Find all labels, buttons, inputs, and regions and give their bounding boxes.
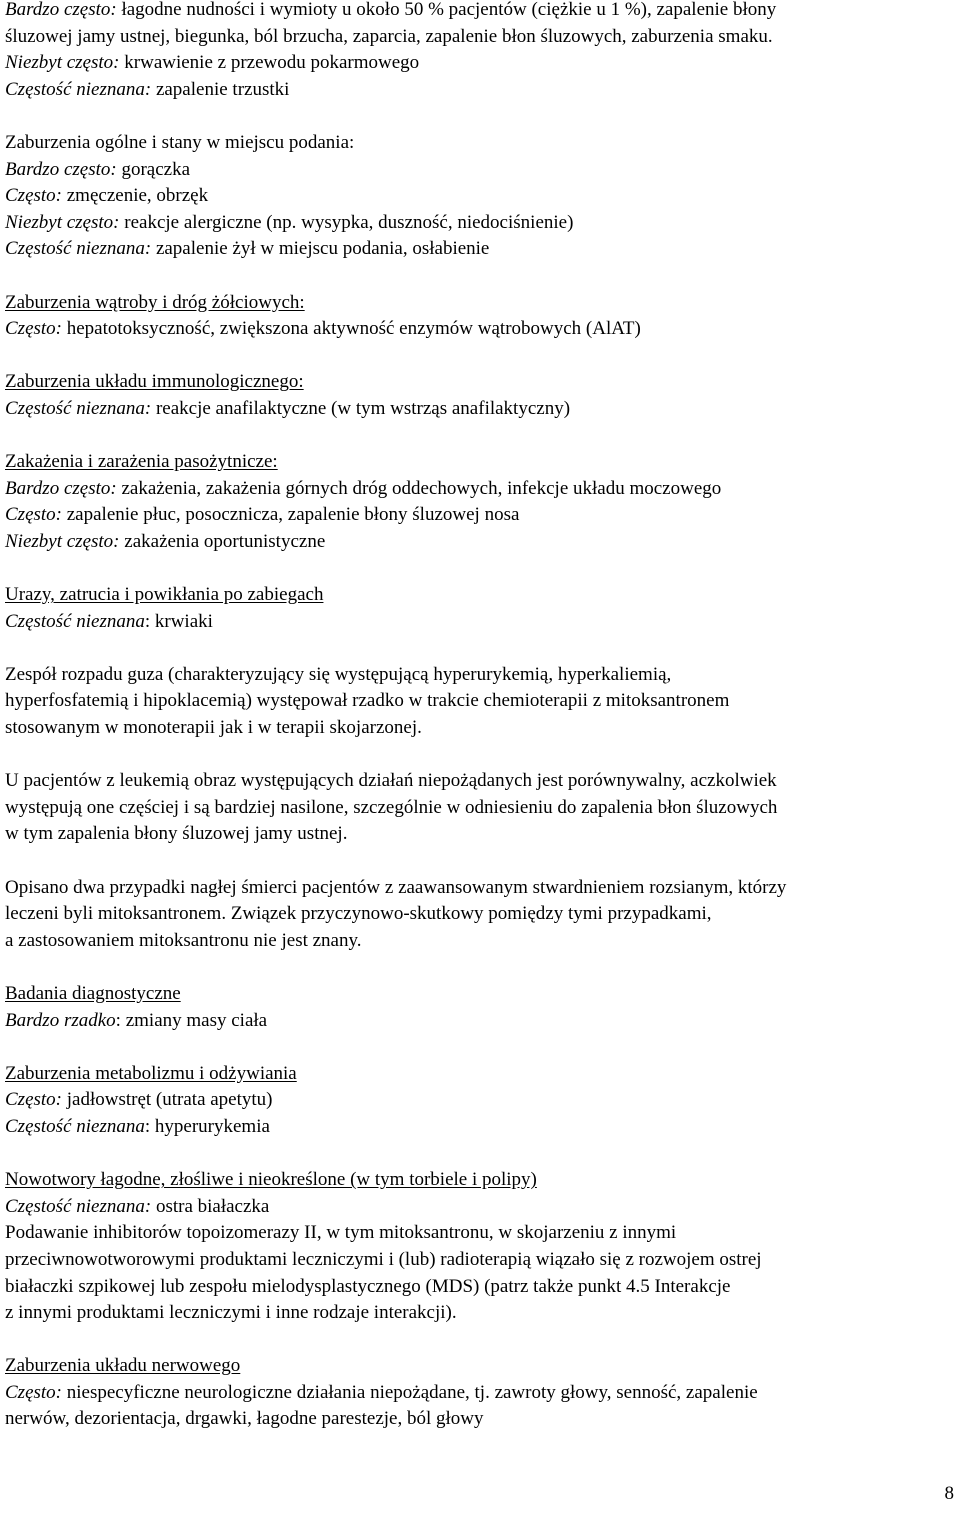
effect-text: nerwów, dezorientacja, drgawki, łagodne parestezje, ból głowy [5, 1408, 484, 1430]
effect-text: zmęczenie, obrzęk [62, 185, 209, 207]
text-line [5, 502, 955, 529]
frequency-label: Częstość nieznana: [5, 78, 152, 100]
paragraph-line: hyperfosfatemią i hipoklacemią) występował rzadko w trakcie chemioterapii z mitoksantronem [5, 690, 730, 712]
effect-text: reakcje anafilaktyczne (w tym wstrząs anafilaktyczny) [151, 397, 571, 419]
text-line [5, 24, 955, 51]
text-line [5, 50, 955, 77]
text-line [5, 396, 955, 423]
effect-text: zakażenia oportunistyczne [119, 530, 326, 552]
paragraph-line: w tym zapalenia błony śluzowej jamy ustnej. [5, 823, 348, 845]
frequency-label: Często: [5, 185, 62, 207]
paragraph-line: z innymi produktami leczniczymi i inne rodzaje interakcji). [5, 1302, 457, 1324]
frequency-label: Częstość nieznana [5, 610, 145, 632]
frequency-label: Często: [5, 1381, 62, 1403]
section-heading-diagnostics: Badania diagnostyczne [5, 982, 181, 1004]
document-page [5, 0, 955, 1433]
effect-text: niespecyficzne neurologiczne działania niepożądane, tj. zawroty głowy, senność, zapalenie [62, 1381, 758, 1403]
text-line [5, 157, 955, 184]
text-line [5, 476, 955, 503]
section-heading-injuries: Urazy, zatrucia i powikłania po zabiegach [5, 584, 324, 606]
effect-text: zapalenie płuc, posocznicza, zapalenie błony śluzowej nosa [62, 504, 520, 526]
frequency-label: Często: [5, 318, 62, 340]
effect-text: reakcje alergiczne (np. wysypka, duszność, niedociśnienie) [119, 211, 574, 233]
paragraph-line: Zespół rozpadu guza (charakteryzujący się występującą hyperurykemią, hyperkaliemią, [5, 663, 672, 685]
frequency-label: Częstość nieznana: [5, 238, 152, 260]
frequency-label: Często: [5, 504, 62, 526]
section-heading-immune: Zaburzenia układu immunologicznego: [5, 371, 304, 393]
frequency-label: Częstość nieznana: [5, 397, 152, 419]
section-heading-liver: Zaburzenia wątroby i dróg żółciowych: [5, 291, 305, 313]
paragraph-line: Podawanie inhibitorów topoizomerazy II, w tym mitoksantronu, w skojarzeniu z innymi [5, 1222, 677, 1244]
effect-text: : krwiaki [144, 610, 213, 632]
paragraph-line: U pacjentów z leukemią obraz występujących działań niepożądanych jest porównywalny, aczkolwiek [5, 770, 777, 792]
frequency-label: Niezbyt często: [5, 530, 120, 552]
effect-text: zapalenie trzustki [151, 78, 290, 100]
paragraph-line: przeciwnowotworowymi produktami leczniczymi i (lub) radioterapią wiązało się z rozwojem ostrej [5, 1248, 762, 1270]
paragraph-line: leczeni byli mitoksantronem. Związek przyczynowo-skutkowy pomiędzy tymi przypadkami, [5, 903, 712, 925]
frequency-label: Bardzo rzadko [5, 1009, 116, 1031]
paragraph-line: występują one częściej i są bardziej nasilone, szczególnie w odniesieniu do zapalenia błon śluzowych [5, 796, 778, 818]
text-line [5, 183, 955, 210]
effect-text: gorączka [116, 158, 191, 180]
frequency-label: Niezbyt często: [5, 211, 120, 233]
effect-text: krwawienie z przewodu pokarmowego [119, 52, 420, 74]
frequency-label: Niezbyt często: [5, 52, 120, 74]
text-line [5, 1114, 955, 1141]
text-line [5, 0, 955, 24]
section-heading-infections: Zakażenia i zarażenia pasożytnicze: [5, 451, 278, 473]
text-line [5, 1406, 955, 1433]
text-line [5, 236, 955, 263]
paragraph-line: białaczki szpikowej lub zespołu mielodysplastycznego (MDS) (patrz także punkt 4.5 Interakcje [5, 1275, 731, 1297]
frequency-label: Bardzo często: [5, 0, 117, 20]
paragraph-line: stosowanym w monoterapii jak i w terapii skojarzonej. [5, 717, 422, 739]
paragraph-line: a zastosowaniem mitoksantronu nie jest znany. [5, 929, 362, 951]
effect-text: : zmiany masy ciała [115, 1009, 268, 1031]
effect-text: zakażenia, zakażenia górnych dróg oddechowych, infekcje układu moczowego [116, 477, 722, 499]
text-line [5, 609, 955, 636]
effect-text: łagodne nudności i wymioty u około 50 % pacjentów (ciężkie u 1 %), zapalenie błony [116, 0, 777, 20]
effect-text: jadłowstręt (utrata apetytu) [62, 1089, 273, 1111]
frequency-label: Częstość nieznana: [5, 1195, 152, 1217]
effect-text: ostra białaczka [151, 1195, 270, 1217]
section-heading-metabolism: Zaburzenia metabolizmu i odżywiania [5, 1062, 297, 1084]
effect-text: : hyperurykemia [144, 1115, 270, 1137]
section-heading-general: Zaburzenia ogólne i stany w miejscu podania: [5, 131, 355, 153]
text-line [5, 1087, 955, 1114]
effect-text: śluzowej jamy ustnej, biegunka, ból brzucha, zaparcia, zapalenie błon śluzowych, zaburzenia smaku. [5, 25, 773, 47]
text-line [5, 529, 955, 556]
text-line [5, 210, 955, 237]
frequency-label: Często: [5, 1089, 62, 1111]
section-heading-neoplasms: Nowotwory łagodne, złośliwe i nieokreślone (w tym torbiele i polipy) [5, 1169, 537, 1191]
section-heading-nervous: Zaburzenia układu nerwowego [5, 1355, 241, 1377]
page-number: 8 [944, 1483, 954, 1504]
text-line [5, 316, 955, 343]
effect-text: hepatotoksyczność, zwiększona aktywność enzymów wątrobowych (AlAT) [62, 318, 641, 340]
frequency-label: Bardzo często: [5, 477, 117, 499]
frequency-label: Bardzo często: [5, 158, 117, 180]
paragraph-line: Opisano dwa przypadki nagłej śmierci pacjentów z zaawansowanym stwardnieniem rozsianym, którzy [5, 876, 787, 898]
text-line [5, 1008, 955, 1035]
effect-text: zapalenie żył w miejscu podania, osłabienie [151, 238, 490, 260]
text-line [5, 1380, 955, 1407]
text-line [5, 77, 955, 104]
frequency-label: Częstość nieznana [5, 1115, 145, 1137]
text-line [5, 1194, 955, 1221]
